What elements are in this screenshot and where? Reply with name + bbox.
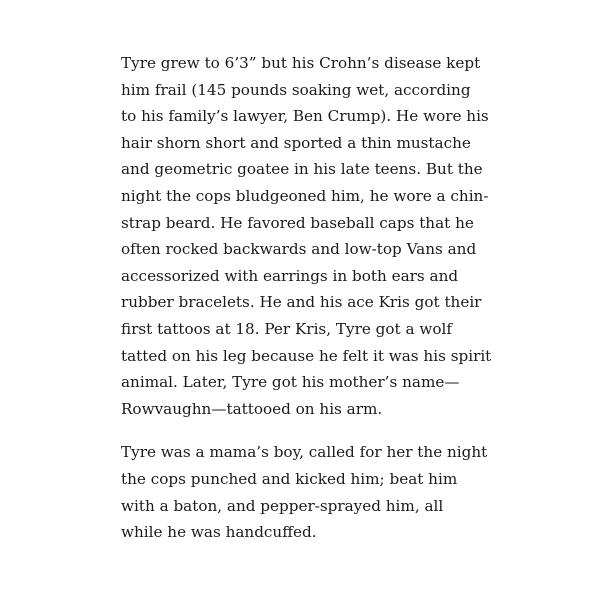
paragraph-2 — [121, 439, 493, 545]
text-line: accessorized with earrings in both ears and — [121, 266, 459, 285]
text-line: night the cops bludgeoned him, he wore a chin- — [121, 186, 489, 205]
text-line: Rowvaughn—tattooed on his arm. — [121, 399, 383, 418]
text-line: while he was handcuffed. — [121, 523, 317, 542]
text-line: and geometric goatee in his late teens. But the — [121, 160, 483, 179]
text-line: tatted on his leg because he felt it was his spirit — [121, 346, 492, 365]
text-line: the cops punched and kicked him; beat him — [121, 469, 458, 488]
text-line: Tyre grew to 6’3” but his Crohn’s disease kept — [121, 54, 481, 72]
body-text — [121, 50, 493, 546]
text-line: with a baton, and pepper-sprayed him, all — [121, 496, 444, 515]
text-line: animal. Later, Tyre got his mother’s name— — [121, 373, 460, 392]
text-line: him frail (145 pounds soaking wet, according — [121, 80, 471, 99]
text-line: often rocked backwards and low-top Vans and — [121, 240, 477, 259]
text-line: strap beard. He favored baseball caps that he — [121, 213, 474, 232]
text-line: first tattoos at 18. Per Kris, Tyre got a wolf — [121, 319, 452, 338]
paragraph-gap — [121, 422, 493, 439]
text-line: Tyre was a mama’s boy, called for her the night — [121, 443, 488, 462]
paragraph-1 — [121, 50, 493, 422]
text-line: to his family’s lawyer, Ben Crump). He wore his — [121, 107, 489, 126]
text-line: hair shorn short and sported a thin mustache — [121, 133, 471, 152]
text-line: rubber bracelets. He and his ace Kris got their — [121, 293, 482, 312]
